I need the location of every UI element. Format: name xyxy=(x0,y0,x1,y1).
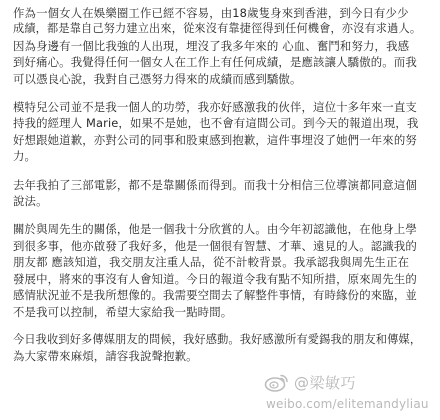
weibo-watermark xyxy=(264,370,432,416)
text-line: 去年我拍了三部電影，都不是靠關係而得到。而我十分相信三位導演都同意這個 xyxy=(13,177,417,192)
text-line: 持我的經理人 Marie，如果不是她，也不會有這間公司。到今天的報道出現，我 xyxy=(13,116,419,131)
text-line: 發展中，將來的事沒有人會知道。今日的報道令我有點不知所措，原來周先生的 xyxy=(13,271,417,286)
weibo-logo-icon xyxy=(264,372,290,392)
text-line: 因為身邊有一個比我強的人出現，埋沒了我多年來的 心血、奮鬥和努力，我感 xyxy=(13,38,410,53)
paragraph xyxy=(13,177,427,210)
text-line: 可以憑良心說，我對自己憑努力得來的成績而感到驕傲。 xyxy=(13,71,302,86)
text-line: 到好痛心。我覺得任何一個女人在工作上有任何成績，是應該讓人驕傲的。而我 xyxy=(13,55,417,70)
text-line: 為大家帶來麻煩，請容我說聲抱歉。 xyxy=(13,349,198,364)
text-line: 作為一個女人在娛樂圈工作已經不容易，由18歲隻身來到香港，到今日有少少 xyxy=(13,6,409,20)
text-line: 朋友都 應該知道，我交朋友注重人品，從不計較背景。我承認我與周先生正在 xyxy=(13,255,410,270)
text-line: 成績，都是靠自己努力建立出來，從來沒有靠捷徑得到任何機會，亦沒有求過人。 xyxy=(13,22,422,36)
text-line: 力。 xyxy=(13,149,37,164)
paragraph xyxy=(13,99,427,165)
text-line: 關於與周先生的關係，他是一個我十分欣賞的人。由今年初認識他，在他身上學 xyxy=(13,222,417,237)
weibo-url: weibo.com/elitemandyliau xyxy=(266,397,429,411)
text-line: 到很多事，他亦啟發了我好多，他是一個很有智慧、才華、遠見的人。認識我的 xyxy=(13,238,417,253)
text-line: 模特兒公司並不是我一個人的功勞，我亦好感激我的伙伴，這位十多年來一直支 xyxy=(13,100,417,115)
letter-body xyxy=(13,5,427,377)
text-line: 說法。 xyxy=(13,194,48,209)
weibo-handle: @梁敏巧 xyxy=(294,374,357,392)
paragraph xyxy=(13,332,427,365)
text-line: 感情狀況並不是我所想像的。我需要空間去了解整件事情，有時緣份的來臨，並 xyxy=(13,288,417,303)
text-line: 不是我可以控制，希望大家給我一點時間。 xyxy=(13,304,233,319)
text-line: 今日我收到好多傳媒朋友的問候，我好感動。我好感激所有愛錫我的朋友和傳媒， xyxy=(13,332,422,346)
text-line: 好想跟她道歉，亦對公司的同事和股東感到抱歉，這件事埋沒了她們一年來的努 xyxy=(13,132,417,147)
paragraph xyxy=(13,5,427,87)
paragraph xyxy=(13,221,427,319)
